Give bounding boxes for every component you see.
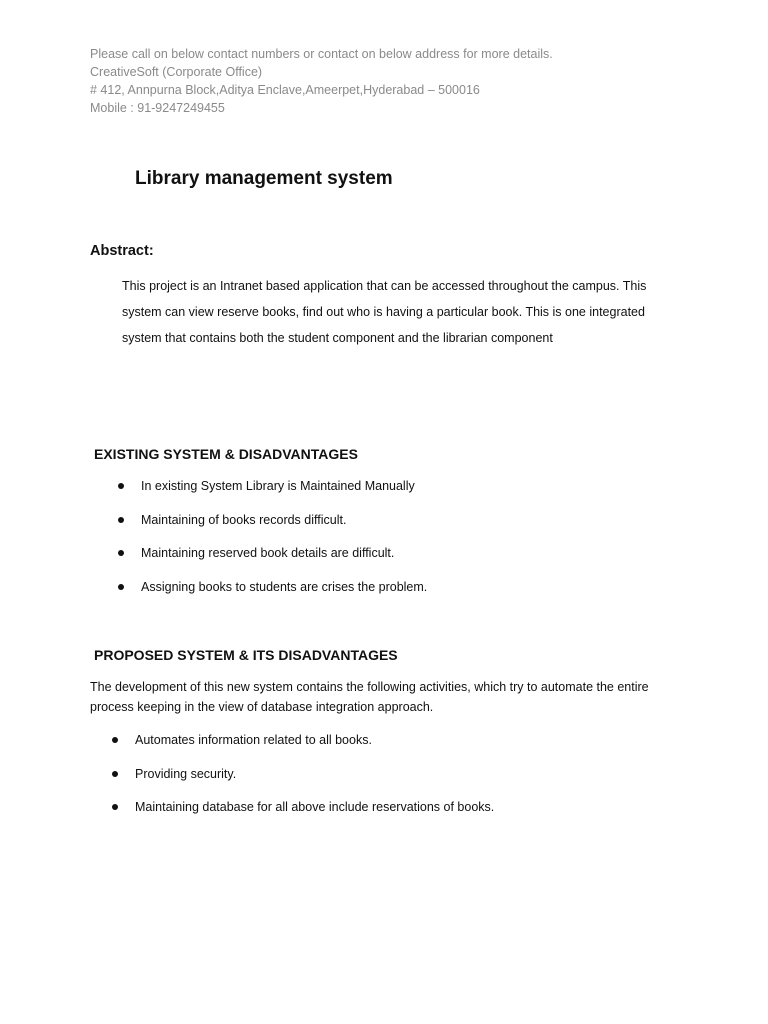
- proposed-system-heading: PROPOSED SYSTEM & ITS DISADVANTAGES: [94, 647, 398, 663]
- abstract-line: system that contains both the student component and the librarian component: [122, 331, 553, 345]
- existing-system-list: [118, 477, 427, 611]
- abstract-line: system can view reserve books, find out who is having a particular book. This is one integrated: [122, 305, 645, 319]
- list-item: [118, 544, 427, 578]
- bullet-icon: [118, 483, 124, 489]
- bullet-icon: [112, 737, 118, 743]
- bullet-icon: [112, 804, 118, 810]
- list-item-text: Maintaining database for all above include reservations of books.: [135, 800, 495, 815]
- document-title: Library management system: [135, 168, 393, 189]
- list-item: [118, 477, 427, 511]
- list-item-text: Automates information related to all books.: [135, 733, 372, 747]
- abstract-heading: Abstract:: [90, 243, 154, 259]
- proposed-intro-paragraph: [90, 677, 690, 717]
- list-item-text: Maintaining reserved book details are difficult.: [141, 546, 395, 561]
- list-item-text: Assigning books to students are crises the problem.: [141, 579, 428, 594]
- list-item-text: Maintaining of books records difficult.: [141, 512, 347, 527]
- bullet-icon: [112, 771, 118, 777]
- existing-system-heading: EXISTING SYSTEM & DISADVANTAGES: [94, 446, 358, 462]
- abstract-paragraph: [122, 273, 682, 351]
- contact-note: Please call on below contact numbers or contact on below address for more details.: [90, 47, 553, 61]
- list-item: [112, 798, 494, 832]
- proposed-system-list: [112, 731, 494, 832]
- list-item-text: In existing System Library is Maintained Manually: [141, 479, 415, 493]
- company-mobile: Mobile : 91-9247249455: [90, 101, 225, 115]
- company-address: # 412, Annpurna Block,Aditya Enclave,Ameerpet,Hyderabad – 500016: [90, 83, 480, 97]
- list-item: [112, 731, 494, 765]
- bullet-icon: [118, 517, 124, 523]
- list-item: [118, 578, 427, 612]
- list-item: [112, 765, 494, 799]
- list-item-text: Providing security.: [135, 766, 237, 781]
- bullet-icon: [118, 550, 124, 556]
- proposed-intro-line: process keeping in the view of database integration approach.: [90, 700, 434, 714]
- list-item: [118, 511, 427, 545]
- bullet-icon: [118, 584, 124, 590]
- abstract-line: This project is an Intranet based application that can be accessed throughout the campus. This: [122, 279, 647, 293]
- proposed-intro-line: The development of this new system contains the following activities, which try to automate the entire: [90, 680, 649, 694]
- contact-block: [90, 45, 553, 117]
- company-name: CreativeSoft (Corporate Office): [90, 65, 263, 79]
